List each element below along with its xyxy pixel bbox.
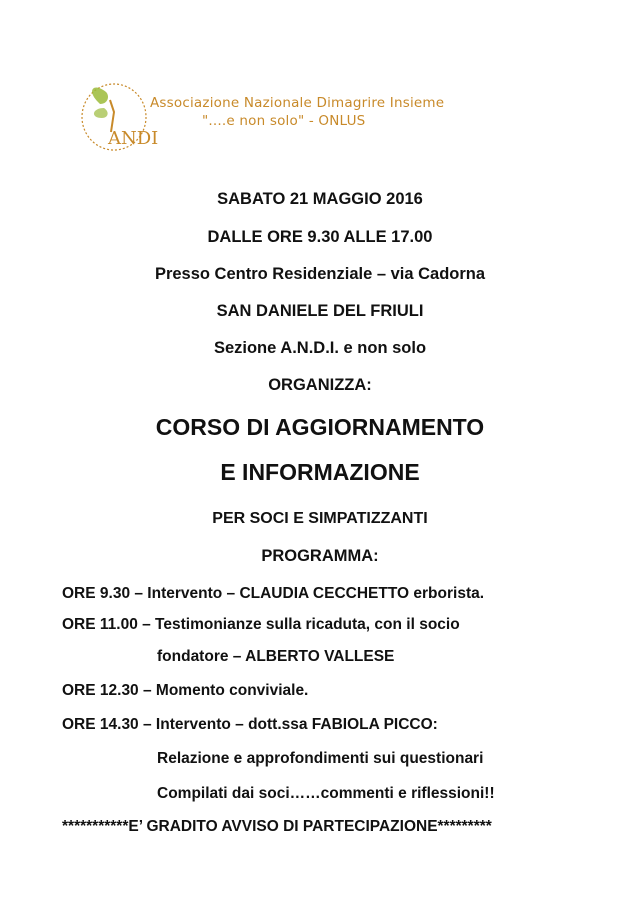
participation-notice: ***********E’ GRADITO AVVISO DI PARTECIPAZIONE********* <box>62 818 492 835</box>
organizes-label: ORGANIZZA: <box>268 376 372 394</box>
program-item-1430-cont-1: Relazione e approfondimenti sui questionari <box>157 750 484 767</box>
course-title-line-1: CORSO DI AGGIORNAMENTO <box>155 414 485 440</box>
event-date: SABATO 21 MAGGIO 2016 <box>217 190 423 208</box>
program-item-1430-cont-2: Compilati dai soci……commenti e riflessioni!! <box>157 785 495 802</box>
program-item-1230: ORE 12.30 – Momento conviviale. <box>62 682 309 699</box>
andi-logo <box>64 72 164 162</box>
program-item-0930: ORE 9.30 – Intervento – CLAUDIA CECCHETTO erborista. <box>62 585 485 602</box>
program-item-1100: ORE 11.00 – Testimonianze sulla ricaduta, con il socio <box>62 616 460 633</box>
program-heading: PROGRAMMA: <box>261 547 379 565</box>
event-city: SAN DANIELE DEL FRIULI <box>216 302 424 320</box>
course-title-line-2: E INFORMAZIONE <box>220 459 420 485</box>
program-item-1100-cont: fondatore – ALBERTO VALLESE <box>157 648 395 665</box>
program-item-1430: ORE 14.30 – Intervento – dott.ssa FABIOLA PICCO: <box>62 716 438 733</box>
association-title: Associazione Nazionale Dimagrire Insieme <box>150 95 445 111</box>
association-name <box>150 94 444 130</box>
event-section: Sezione A.N.D.I. e non solo <box>213 339 427 357</box>
audience: PER SOCI E SIMPATIZZANTI <box>212 510 428 527</box>
event-hours: DALLE ORE 9.30 ALLE 17.00 <box>207 228 433 246</box>
logo-text: ANDI <box>108 128 159 149</box>
event-location: Presso Centro Residenziale – via Cadorna <box>154 265 486 283</box>
association-subtitle: "....e non solo" - ONLUS <box>202 113 366 129</box>
